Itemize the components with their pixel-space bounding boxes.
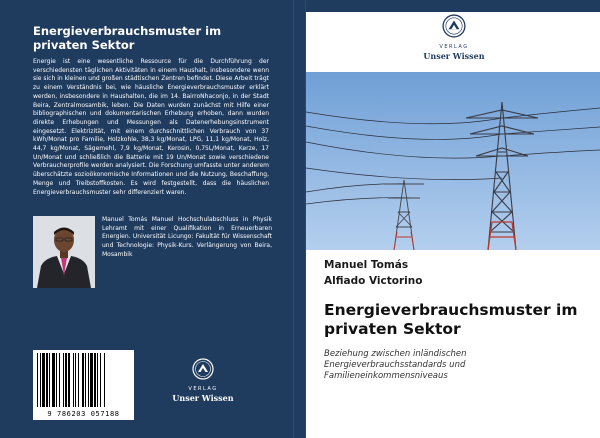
barcode-bar bbox=[78, 353, 79, 407]
barcode-bar bbox=[90, 353, 93, 407]
barcode-bar bbox=[42, 353, 45, 407]
front-authors bbox=[324, 257, 584, 289]
publisher-logo-back bbox=[168, 358, 238, 403]
front-top-band bbox=[306, 0, 600, 12]
barcode-bar bbox=[63, 353, 64, 407]
back-cover bbox=[0, 0, 293, 438]
barcode-bar bbox=[94, 353, 96, 407]
barcode-bar bbox=[82, 353, 84, 407]
barcode-bar bbox=[68, 353, 70, 407]
publisher-emblem-icon bbox=[192, 358, 214, 380]
barcode-bar bbox=[100, 353, 101, 407]
barcode-bar bbox=[46, 353, 48, 407]
publisher-logo-front bbox=[406, 14, 502, 61]
barcode-bar bbox=[56, 353, 57, 407]
publisher-emblem-icon bbox=[442, 14, 466, 38]
back-title: Energieverbrauchsmuster im privaten Sektor bbox=[33, 24, 222, 52]
publisher-name: Unser Wissen bbox=[172, 393, 234, 403]
author-bio: Manuel Tomás Manuel Hochschulabschluss in Physik Lehramt mit einer Qualifikation in Erneuerbaren Energien. Universität Licungo: Fakultät für Wissenschaft und Technologie: Physik-Kurs. Verlängerung von Beira, Mosambik bbox=[102, 216, 272, 258]
barcode-bar bbox=[104, 353, 105, 407]
barcode-bar bbox=[40, 353, 41, 407]
barcode-bar bbox=[88, 353, 89, 407]
barcode bbox=[33, 350, 134, 420]
barcode-number: 9 786203 057188 bbox=[47, 410, 120, 418]
barcode-bar bbox=[52, 353, 55, 407]
publisher-name: Unser Wissen bbox=[423, 51, 485, 61]
cover-photo-power-pylons bbox=[306, 72, 600, 250]
barcode-bar bbox=[65, 353, 67, 407]
barcode-bar bbox=[59, 353, 60, 407]
author-name: Alfiado Victorino bbox=[324, 275, 423, 287]
author-photo bbox=[33, 216, 95, 288]
barcode-bar bbox=[75, 353, 76, 407]
back-blurb: Energie ist eine wesentliche Ressource für die Durchführung der verschiedensten täglichen Aktivitäten in einem Haushalt, insbesondere wenn sie sich in kleinen und großen städtischen Zentren befindet. Diese Arbeit trägt zu einem Verständnis bei, wie häusliche Energieverbrauchsmuster erklärt werden, insbesondere in Haushalten, die im 14. BairroNhaconjo, in der Stadt Beira, Zentralmosambik, leben. Die Daten wurden zunächst mit Hilfe einer bibliographischen und dokumentarischen Erhebung erhoben, dann wurden direkte Erhebungen und Messungen als Datenerhebungsinstrument eingesetzt. Elektrizität, mit einem durchschnittlichen Verbrauch von 37 kWh/Monat pro Familie, Holzkohle, 38,3 kg/Monat, LPG, 11,1 kg/Monat, Holz, 44,7 kg/Monat, Sägemehl, 7,9 kg/Monat, Kerosin, 0,75L/Monat, Kerze, 17 Un/Monat und schließlich die Batterie mit 19 Un/Monat sowie verschiedene Verbraucherprofile werden analysiert. Die Forschung umfasste unter anderem überschätzte sozioökonomische Informationen und die Nutzung, Beschaffung, Menge und Treibstoffkosten. Es wird festgestellt, dass die häuslichen Energieverbrauchsmuster sehr differenziert waren. bbox=[33, 58, 270, 196]
barcode-bar bbox=[85, 353, 86, 407]
front-cover bbox=[306, 0, 600, 438]
front-subtitle: Beziehung zwischen inländischen Energieverbrauchsstandards und Familieneinkommensniveaus bbox=[324, 349, 467, 381]
barcode-bar bbox=[37, 353, 38, 407]
barcode-bar bbox=[97, 353, 98, 407]
publisher-word: VERLAG bbox=[188, 386, 218, 392]
barcode-bar bbox=[49, 353, 50, 407]
front-title: Energieverbrauchsmuster im privaten Sektor bbox=[324, 301, 578, 338]
spine bbox=[293, 0, 306, 438]
publisher-word: VERLAG bbox=[439, 44, 469, 50]
author-name: Manuel Tomás bbox=[324, 259, 409, 271]
barcode-bar bbox=[73, 353, 74, 407]
